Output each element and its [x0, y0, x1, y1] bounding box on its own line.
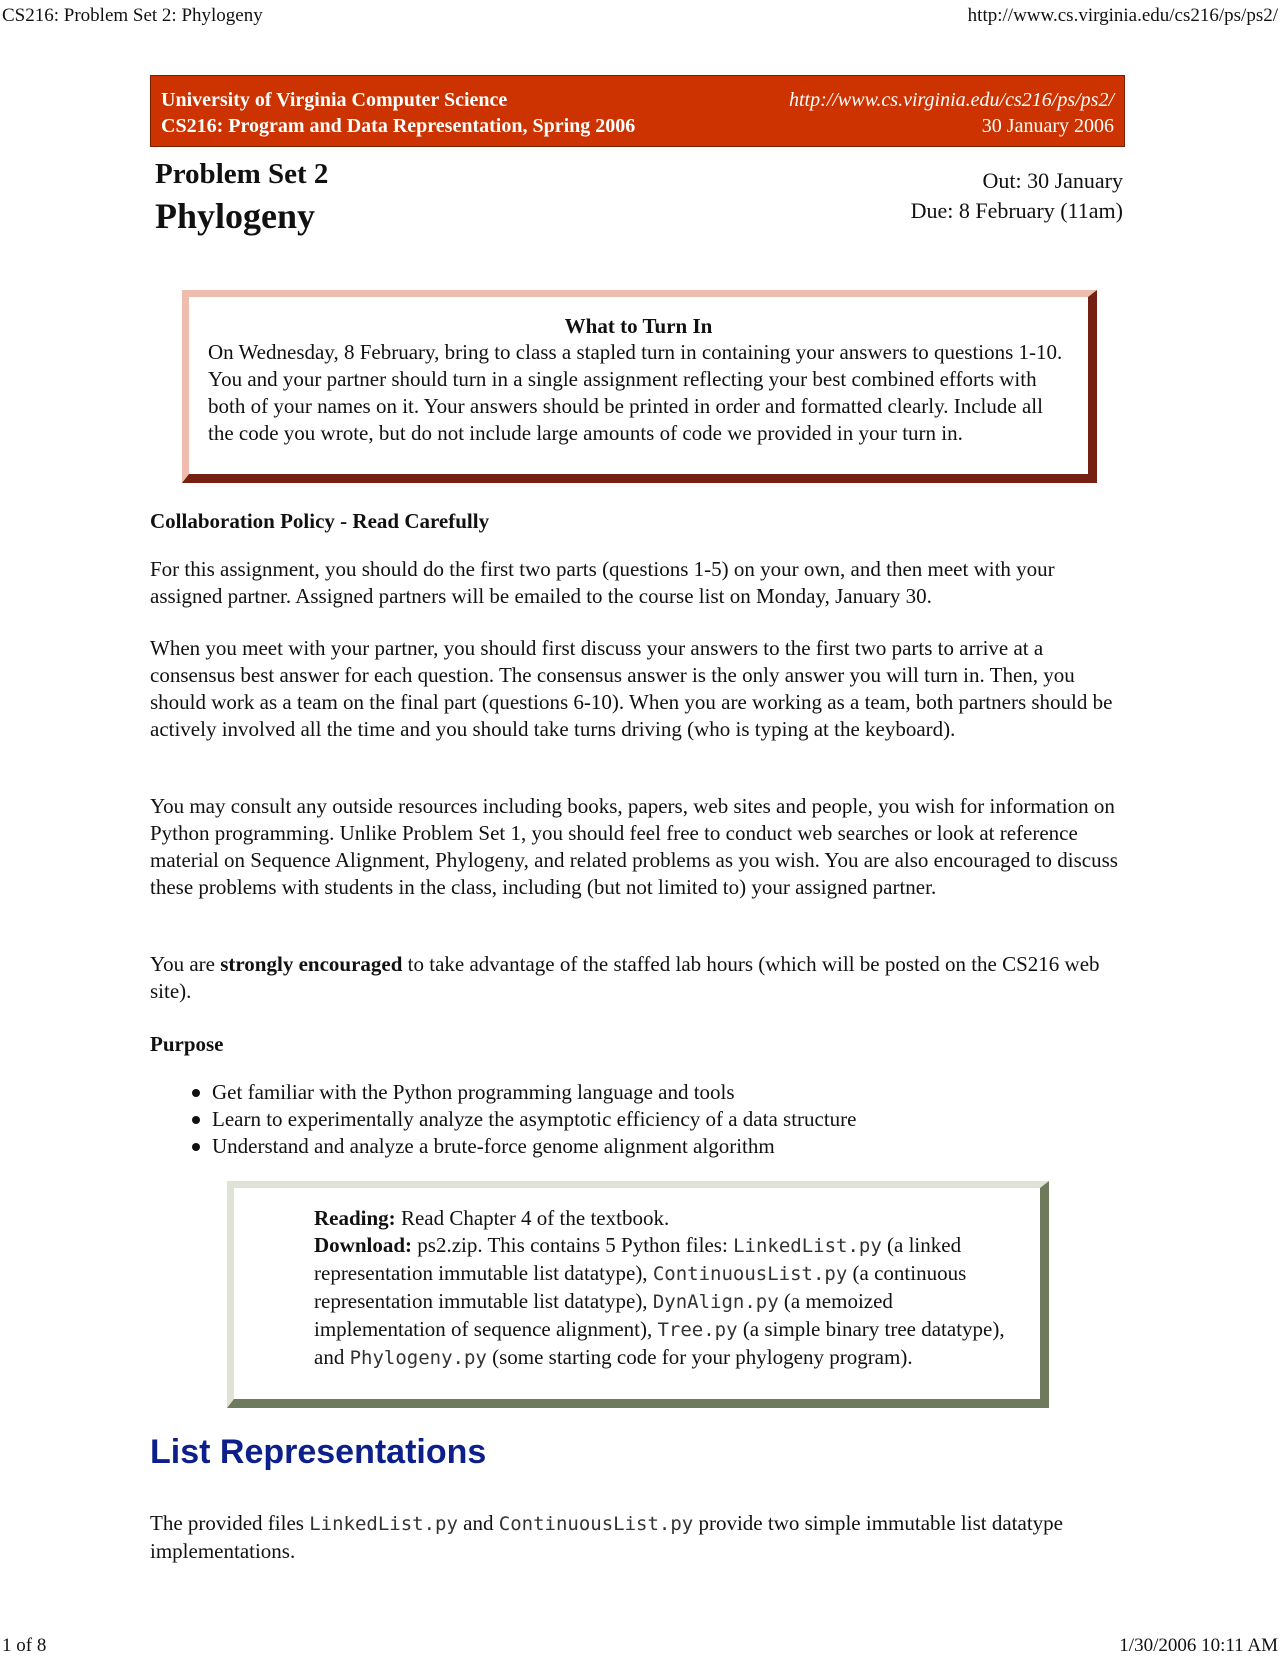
print-header-url: http://www.cs.virginia.edu/cs216/ps/ps2/	[967, 5, 1278, 26]
assignment-dates	[911, 166, 1123, 226]
turn-in-title: What to Turn In	[564, 314, 713, 338]
reading-download-text	[314, 1205, 1020, 1372]
print-footer	[0, 1630, 1280, 1656]
collaboration-paragraph-1: For this assignment, you should do the first two parts (questions 1-5) on your own, and then meet with your assigned partner. Assigned partners will be emailed to the course list on Monday, January 30.	[150, 557, 1055, 608]
file-dynalign: DynAlign.py	[652, 1291, 779, 1313]
file-tree: Tree.py	[657, 1319, 738, 1341]
due-date: Due: 8 February (11am)	[910, 198, 1123, 223]
banner-course-info	[161, 87, 635, 139]
page-title: Phylogeny	[155, 196, 316, 236]
collaboration-heading: Collaboration Policy - Read Carefully	[150, 509, 490, 533]
print-header-title: CS216: Problem Set 2: Phylogeny	[2, 5, 263, 26]
download-label: Download:	[314, 1233, 413, 1257]
reading-download-box	[227, 1181, 1049, 1408]
out-date: Out: 30 January	[982, 168, 1123, 193]
purpose-list	[150, 1079, 857, 1160]
download-line: Download: ps2.zip. This contains 5 Python files: LinkedList.py (a linked representation immutable list datatype), ContinuousList.py (a continuous representation immutable list datatype), DynAlign.py (a memoized implementation of sequence alignment), Tree.py (a simple binary tree datatype), and Phylogeny.py (some starting code for your phylogeny program).	[314, 1233, 1005, 1369]
list-representations-heading: List Representations	[150, 1433, 487, 1471]
bullet-icon	[192, 1089, 200, 1097]
file-continuouslist: ContinuousList.py	[652, 1263, 848, 1285]
list-item: Understand and analyze a brute-force genome alignment algorithm	[150, 1133, 857, 1160]
purpose-heading: Purpose	[150, 1032, 224, 1056]
reading-line: Reading: Read Chapter 4 of the textbook.	[314, 1206, 670, 1230]
list-item: Get familiar with the Python programming language and tools	[150, 1079, 857, 1106]
collaboration-paragraph-3: You may consult any outside resources including books, papers, web sites and people, you wish for information on Python programming. Unlike Problem Set 1, you should feel free to conduct web searches or look at reference material on Sequence Alignment, Phylogeny, and related problems as you wish. You are also encouraged to discuss these problems with students in the class, including (but not limited to) your assigned partner.	[150, 794, 1118, 899]
turn-in-box	[182, 290, 1097, 483]
banner-meta	[789, 87, 1114, 139]
p4-post: to take advantage of the staffed lab hours (which will be posted on the CS216 web site).	[150, 952, 1100, 1003]
bullet-icon	[192, 1143, 200, 1151]
banner-url-link[interactable]: http://www.cs.virginia.edu/cs216/ps/ps2/	[789, 89, 1114, 111]
file-continuouslist-ref: ContinuousList.py	[498, 1513, 694, 1535]
list-representations-paragraph: The provided files LinkedList.py and ContinuousList.py provide two simple immutable list datatype implementations.	[150, 1511, 1063, 1563]
file-linkedlist: LinkedList.py	[733, 1235, 882, 1257]
turn-in-text: On Wednesday, 8 February, bring to class a stapled turn in containing your answers to questions 1-10. You and your partner should turn in a single assignment reflecting your best combined efforts with both of your names on it. Your answers should be printed in order and formatted clearly. Include all the code you wrote, but do not include large amounts of code we provided in your turn in.	[208, 340, 1063, 445]
collaboration-paragraph-4	[150, 951, 1130, 1005]
file-phylogeny: Phylogeny.py	[349, 1347, 487, 1369]
problem-set-label: Problem Set 2	[155, 158, 329, 190]
print-header	[0, 0, 1280, 26]
banner-course: CS216: Program and Data Representation, Spring 2006	[161, 115, 636, 137]
print-timestamp: 1/30/2006 10:11 AM	[1119, 1635, 1278, 1656]
banner-date: 30 January 2006	[981, 115, 1114, 137]
p4-pre: You are	[150, 952, 221, 976]
collaboration-paragraph-2: When you meet with your partner, you should first discuss your answers to the first two parts to arrive at a consensus best answer for each question. The consensus answer is the only answer you will turn in. Then, you should work as a team on the final part (questions 6-10). When you are working as a team, both partners should be actively involved all the time and you should take turns driving (who is typing at the keyboard).	[150, 636, 1113, 741]
reading-label: Reading:	[314, 1206, 396, 1230]
file-linkedlist-ref: LinkedList.py	[309, 1513, 458, 1535]
bullet-icon	[192, 1116, 200, 1124]
course-banner	[150, 75, 1125, 147]
strongly-encouraged-emphasis: strongly encouraged	[220, 952, 403, 976]
banner-university: University of Virginia Computer Science	[161, 89, 508, 111]
list-item: Learn to experimentally analyze the asymptotic efficiency of a data structure	[150, 1106, 857, 1133]
page-number: 1 of 8	[2, 1635, 47, 1656]
